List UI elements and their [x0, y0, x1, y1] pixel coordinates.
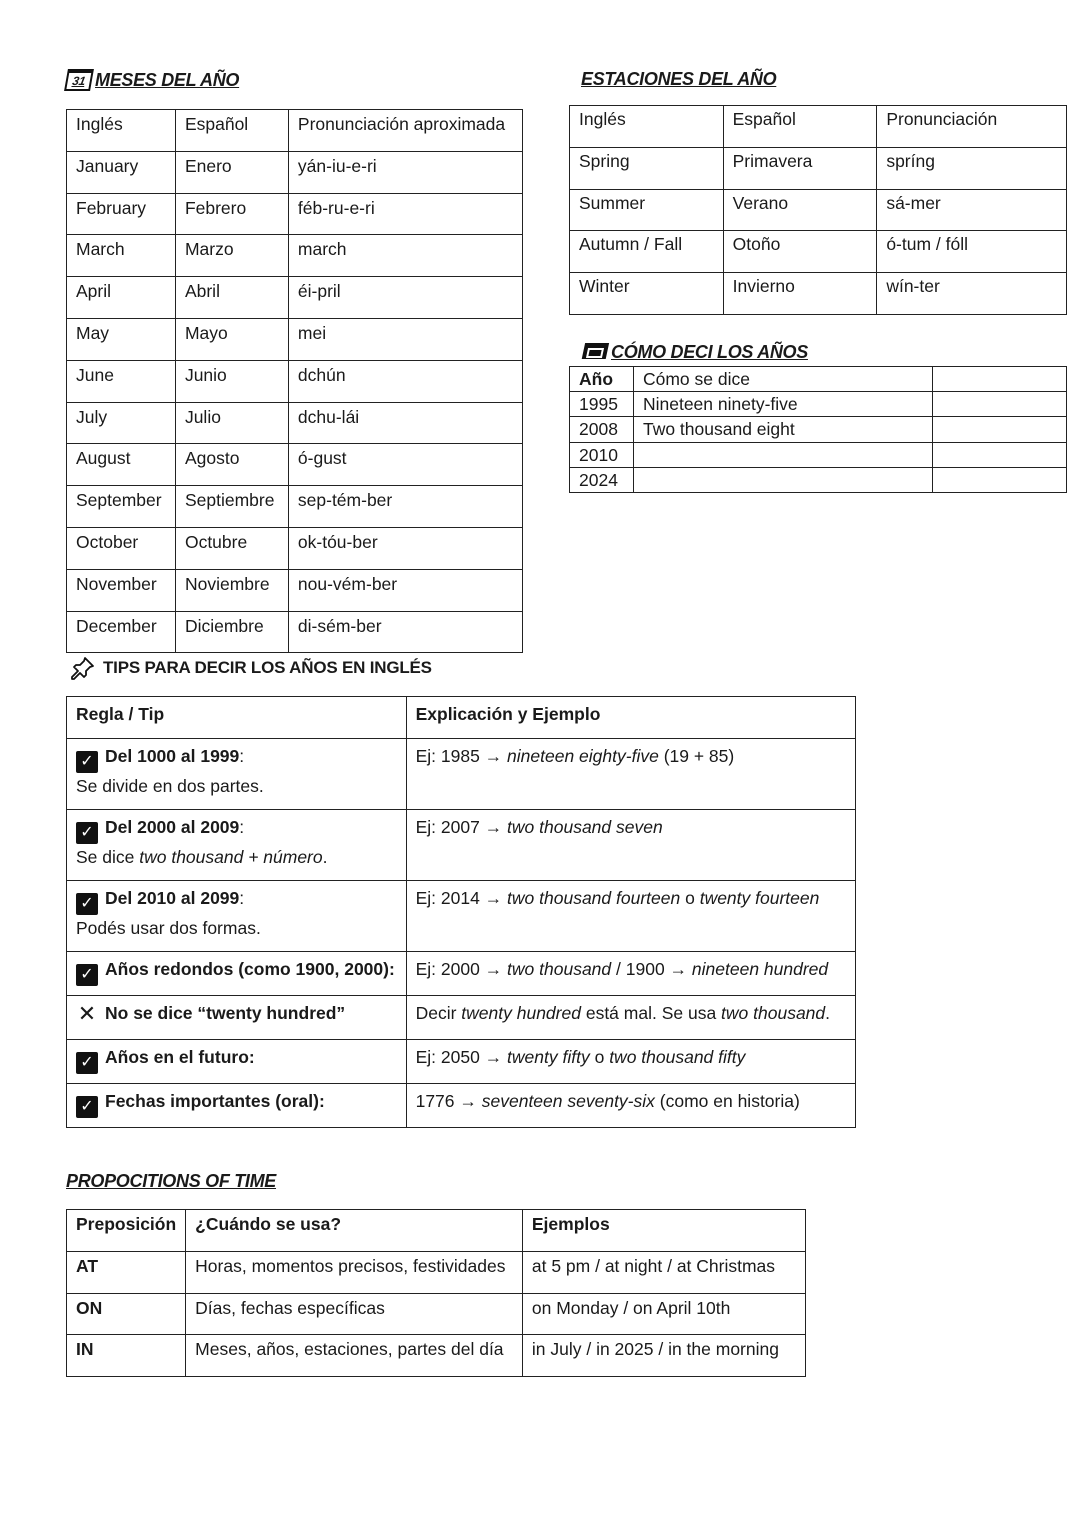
tip-example-cell [406, 810, 855, 881]
tip-example-part: . [825, 1003, 831, 1023]
table-cell [933, 392, 1067, 417]
tip-example-part: Ej: 2014 → [415, 888, 508, 908]
table-cell: sá-mer [877, 189, 1067, 231]
tip-rule-cell [67, 810, 407, 881]
tip-example-cell [406, 881, 855, 952]
table-cell: August [67, 444, 176, 486]
table-cell: ON [67, 1293, 186, 1335]
table-cell: Diciembre [175, 611, 288, 653]
column-header: Ejemplos [522, 1210, 805, 1252]
tip-example-part: Decir [415, 1003, 462, 1023]
tip-description-part: two thousand + número [139, 847, 323, 867]
table-cell [933, 467, 1067, 492]
table-cell: Meses, años, estaciones, partes del día [186, 1335, 523, 1377]
table-cell [633, 442, 932, 467]
tip-example-part: twenty fifty [507, 1047, 590, 1067]
table-cell: éi-pril [288, 277, 522, 319]
tip-description-part: Se dice [76, 847, 140, 867]
month-row [67, 235, 523, 277]
tip-example-cell [406, 1084, 855, 1128]
prepositions-title-text: PROPOCITIONS OF TIME [66, 1171, 277, 1191]
table-cell: 2010 [570, 442, 634, 467]
table-cell [933, 417, 1067, 442]
tip-rule-suffix: : [239, 817, 245, 837]
table-cell: march [288, 235, 522, 277]
preposition-row [67, 1293, 806, 1335]
prepositions-table [66, 1209, 806, 1377]
column-header [933, 367, 1067, 392]
tip-rule-cell [67, 739, 407, 810]
table-cell: wín-ter [877, 273, 1067, 315]
column-header: ¿Cuándo se usa? [186, 1210, 523, 1252]
cross-icon: ✕ [77, 1001, 97, 1026]
pushpin-icon [71, 656, 95, 680]
tip-example-part: nineteen eighty-five [507, 746, 659, 766]
tip-example-part: o [589, 1047, 610, 1067]
table-cell: Spring [570, 147, 724, 189]
tip-rule-cell [67, 1084, 407, 1128]
month-row [67, 318, 523, 360]
table-cell: Summer [570, 189, 724, 231]
table-cell: Primavera [723, 147, 877, 189]
tip-example-part: seventeen seventy-six [481, 1091, 655, 1111]
table-cell: in July / in 2025 / in the morning [522, 1335, 805, 1377]
month-row [67, 486, 523, 528]
column-header: Regla / Tip [67, 697, 407, 739]
table-cell: yán-iu-e-ri [288, 151, 522, 193]
table-cell: Autumn / Fall [570, 231, 724, 273]
tips-title [71, 656, 432, 680]
column-header: Inglés [67, 110, 176, 152]
month-row [67, 277, 523, 319]
table-cell: Mayo [175, 318, 288, 360]
table-cell: 2008 [570, 417, 634, 442]
preposition-row [67, 1251, 806, 1293]
tip-example-part: two thousand [721, 1003, 826, 1023]
season-row [570, 273, 1067, 315]
table-cell: Winter [570, 273, 724, 315]
table-cell: nou-vém-ber [288, 569, 522, 611]
month-row [67, 569, 523, 611]
table-cell: December [67, 611, 176, 653]
tip-rule: Años redondos (como 1900, 2000): [105, 959, 395, 979]
seasons-title [581, 69, 776, 90]
table-cell: on Monday / on April 10th [522, 1293, 805, 1335]
tip-example-part: two thousand fifty [609, 1047, 746, 1067]
table-cell: Invierno [723, 273, 877, 315]
tip-rule-cell [67, 996, 407, 1040]
table-cell [933, 442, 1067, 467]
tip-example-part: twenty hundred [461, 1003, 581, 1023]
months-title [66, 69, 239, 91]
tip-rule-cell [67, 952, 407, 996]
table-cell: Abril [175, 277, 288, 319]
tip-row [67, 881, 856, 952]
table-cell: January [67, 151, 176, 193]
tip-rule: Del 2010 al 2099 [105, 888, 240, 908]
tip-example-part: nineteen hundred [691, 959, 829, 979]
table-cell: féb-ru-e-ri [288, 193, 522, 235]
table-cell: September [67, 486, 176, 528]
table-cell [633, 467, 932, 492]
table-cell: sep-tém-ber [288, 486, 522, 528]
year-row [570, 467, 1067, 492]
table-cell: Junio [175, 360, 288, 402]
year-row [570, 442, 1067, 467]
tip-example-part: está mal. Se usa [580, 1003, 722, 1023]
tip-row [67, 810, 856, 881]
year-row [570, 417, 1067, 442]
tip-example-cell [406, 1040, 855, 1084]
table-cell: July [67, 402, 176, 444]
header-row [67, 1210, 806, 1252]
table-cell: di-sém-ber [288, 611, 522, 653]
table-cell: Nineteen ninety-five [633, 392, 932, 417]
tip-example-part: Ej: 2000 → [415, 959, 508, 979]
tip-row [67, 996, 856, 1040]
table-cell: Septiembre [175, 486, 288, 528]
tip-example-part: o [680, 888, 700, 908]
tip-example-part: (19 + 85) [658, 746, 735, 766]
table-cell: May [67, 318, 176, 360]
laptop-icon [578, 343, 610, 363]
tip-example-cell [406, 952, 855, 996]
table-cell: ó-tum / fóll [877, 231, 1067, 273]
table-cell: Enero [175, 151, 288, 193]
table-cell: March [67, 235, 176, 277]
table-cell: Agosto [175, 444, 288, 486]
table-cell: at 5 pm / at night / at Christmas [522, 1251, 805, 1293]
tip-row [67, 1084, 856, 1128]
table-cell: dchu-lái [288, 402, 522, 444]
year-row [570, 392, 1067, 417]
table-cell: Verano [723, 189, 877, 231]
tip-rule-cell [67, 881, 407, 952]
table-cell: Julio [175, 402, 288, 444]
tip-rule: Del 2000 al 2009 [105, 817, 240, 837]
tip-rule-suffix: : [239, 746, 245, 766]
table-cell: AT [67, 1251, 186, 1293]
tip-description [76, 847, 328, 867]
tip-example-part: two thousand [507, 959, 612, 979]
table-cell: Días, fechas específicas [186, 1293, 523, 1335]
season-row [570, 189, 1067, 231]
month-row [67, 402, 523, 444]
table-cell: 1995 [570, 392, 634, 417]
column-header: Pronunciación aproximada [288, 110, 522, 152]
month-row [67, 527, 523, 569]
tip-rule-cell [67, 1040, 407, 1084]
month-row [67, 444, 523, 486]
tip-example-part: two thousand fourteen [507, 888, 681, 908]
table-cell: April [67, 277, 176, 319]
tip-row [67, 739, 856, 810]
header-row [570, 367, 1067, 392]
table-cell: ó-gust [288, 444, 522, 486]
tip-example-part: (como en historia) [654, 1091, 800, 1111]
tip-example-part: Ej: 1985 → [415, 746, 508, 766]
years-title-text: CÓMO DECI LOS AÑOS [611, 342, 808, 362]
tip-example-part: twenty fourteen [699, 888, 820, 908]
column-header: Inglés [570, 106, 724, 148]
table-cell: Noviembre [175, 569, 288, 611]
tip-row [67, 952, 856, 996]
table-cell: Febrero [175, 193, 288, 235]
months-table [66, 109, 523, 653]
column-header: Pronunciación [877, 106, 1067, 148]
checkbox-checked-icon: ✓ [76, 964, 98, 986]
table-cell: June [67, 360, 176, 402]
tip-example-part: two thousand seven [507, 817, 663, 837]
tip-rule: Años en el futuro: [105, 1047, 255, 1067]
tip-example-part: / 1900 → [611, 959, 692, 979]
calendar-icon: 31 [64, 69, 94, 91]
table-cell: February [67, 193, 176, 235]
season-row [570, 231, 1067, 273]
table-cell: ok-tóu-ber [288, 527, 522, 569]
tip-example-cell [406, 996, 855, 1040]
checkbox-checked-icon: ✓ [76, 1052, 98, 1074]
checkbox-checked-icon: ✓ [76, 893, 98, 915]
header-row [67, 697, 856, 739]
tip-example-cell [406, 739, 855, 810]
table-cell: Otoño [723, 231, 877, 273]
tip-description-part: . [322, 847, 328, 867]
tip-rule-suffix: : [239, 888, 245, 908]
header-row [570, 106, 1067, 148]
month-row [67, 151, 523, 193]
table-cell: Two thousand eight [633, 417, 932, 442]
tip-row [67, 1040, 856, 1084]
tip-example-part: 1776 → [415, 1091, 482, 1111]
table-cell: November [67, 569, 176, 611]
years-table [569, 366, 1067, 493]
seasons-title-text: ESTACIONES DEL AÑO [581, 69, 777, 89]
checkbox-checked-icon: ✓ [76, 1096, 98, 1118]
header-row [67, 110, 523, 152]
preposition-row [67, 1335, 806, 1377]
table-cell: Marzo [175, 235, 288, 277]
tips-title-text: TIPS PARA DECIR LOS AÑOS EN INGLÉS [103, 658, 432, 677]
month-row [67, 611, 523, 653]
table-cell: IN [67, 1335, 186, 1377]
table-cell: mei [288, 318, 522, 360]
table-cell: Octubre [175, 527, 288, 569]
seasons-table [569, 105, 1067, 315]
table-cell: Horas, momentos precisos, festividades [186, 1251, 523, 1293]
tip-rule: Del 1000 al 1999 [105, 746, 240, 766]
checkbox-checked-icon: ✓ [76, 751, 98, 773]
column-header: Español [723, 106, 877, 148]
tip-example-part: Ej: 2007 → [415, 817, 508, 837]
table-cell: dchún [288, 360, 522, 402]
tip-description: Se divide en dos partes. [76, 776, 264, 796]
checkbox-checked-icon: ✓ [76, 822, 98, 844]
column-header: Cómo se dice [633, 367, 932, 392]
tips-table [66, 696, 856, 1128]
table-cell: 2024 [570, 467, 634, 492]
years-title [580, 342, 808, 363]
prepositions-title [66, 1171, 276, 1192]
tip-description: Podés usar dos formas. [76, 918, 261, 938]
months-title-text: MESES DEL AÑO [95, 69, 240, 90]
column-header: Explicación y Ejemplo [406, 697, 855, 739]
season-row [570, 147, 1067, 189]
tip-rule: Fechas importantes (oral): [105, 1091, 325, 1111]
month-row [67, 193, 523, 235]
column-header: Español [175, 110, 288, 152]
column-header: Año [570, 367, 634, 392]
column-header: Preposición [67, 1210, 186, 1252]
month-row [67, 360, 523, 402]
tip-rule: No se dice “twenty hundred” [105, 1003, 346, 1023]
tip-example-part: Ej: 2050 → [415, 1047, 508, 1067]
table-cell: October [67, 527, 176, 569]
table-cell: spríng [877, 147, 1067, 189]
